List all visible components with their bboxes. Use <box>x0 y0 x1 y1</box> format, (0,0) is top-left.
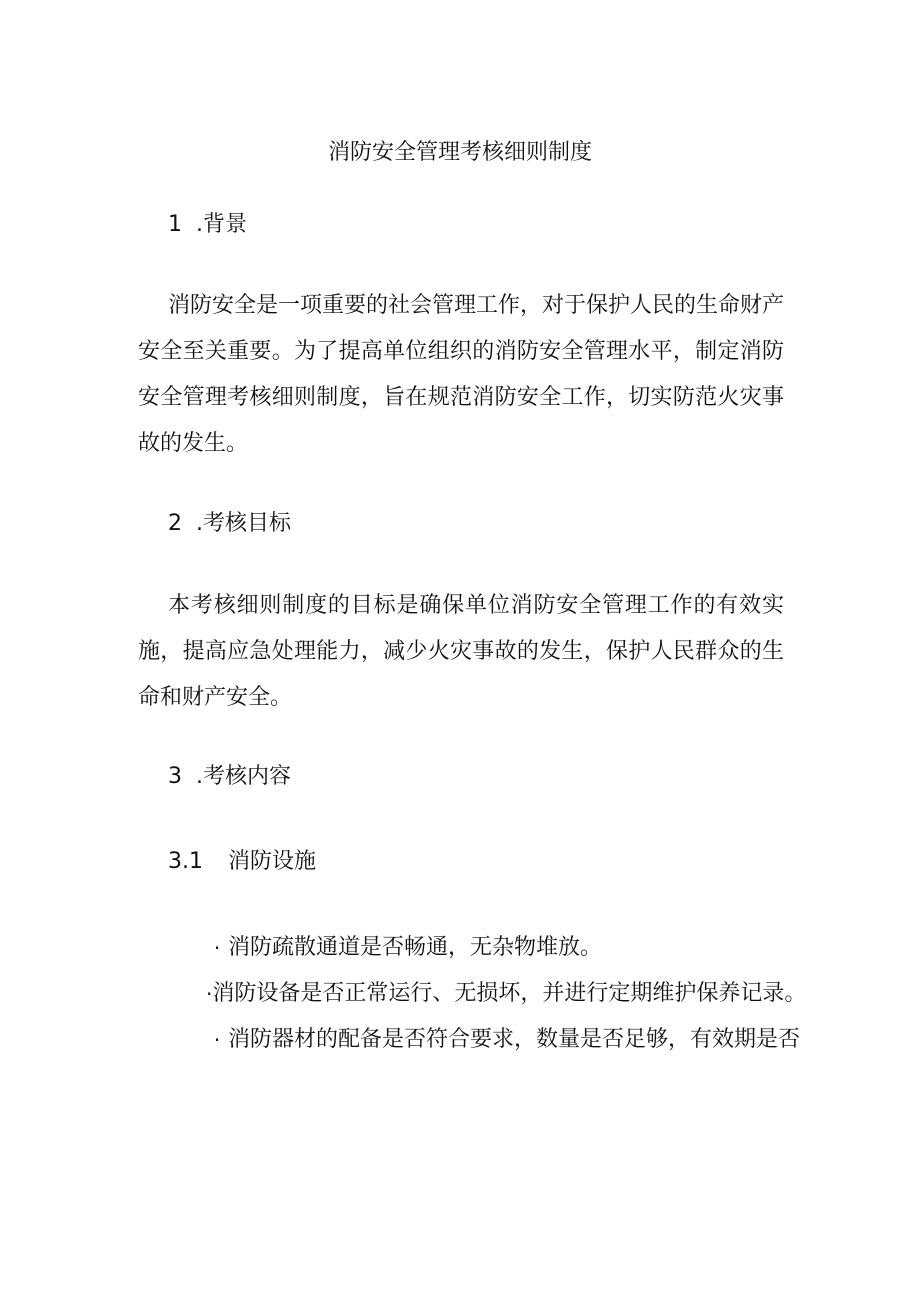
section-number: 3 <box>168 764 182 789</box>
section-heading-background <box>168 209 247 241</box>
list-item-text: 消防器材的配备是否符合要求，数量是否足够，有效期是否 <box>228 1027 801 1052</box>
section-title: .考核目标 <box>196 511 291 536</box>
section-heading-content <box>168 761 291 793</box>
goal-paragraph: 本考核细则制度的目标是确保单位消防安全管理工作的有效实施，提高应急处理能力，减少火灾事故的发生，保护人民群众的生命和财产安全。 <box>138 593 784 710</box>
subsection-heading-fire-facilities <box>168 846 316 878</box>
facility-checklist <box>206 925 806 1063</box>
section-number: 1 <box>168 212 182 237</box>
document-title: 消防安全管理考核细则制度 <box>327 140 592 165</box>
section-heading-goal <box>168 508 291 540</box>
bullet-dot-icon: · <box>213 1028 221 1052</box>
subsection-number: 3.1 <box>168 849 203 874</box>
section-number: 2 <box>168 511 182 536</box>
bullet-dot-icon: · <box>213 936 221 960</box>
section-title: .背景 <box>196 212 247 237</box>
section-title: .考核内容 <box>196 764 291 789</box>
background-paragraph: 消防安全是一项重要的社会管理工作，对于保护人民的生命财产安全至关重要。为了提高单位组织的消防安全管理水平，制定消防安全管理考核细则制度，旨在规范消防安全工作，切实防范火灾事故的发生。 <box>138 293 785 456</box>
list-item <box>206 1017 806 1063</box>
list-item-text: 消防疏散通道是否畅通，无杂物堆放。 <box>228 935 603 960</box>
list-item-text: 消防设备是否正常运行、无损坏，并进行定期维护保养记录。 <box>212 981 807 1006</box>
list-item <box>206 971 806 1017</box>
subsection-title: 消防设施 <box>228 849 317 874</box>
list-item <box>206 925 806 971</box>
bullet-dot-icon: · <box>206 982 213 1006</box>
